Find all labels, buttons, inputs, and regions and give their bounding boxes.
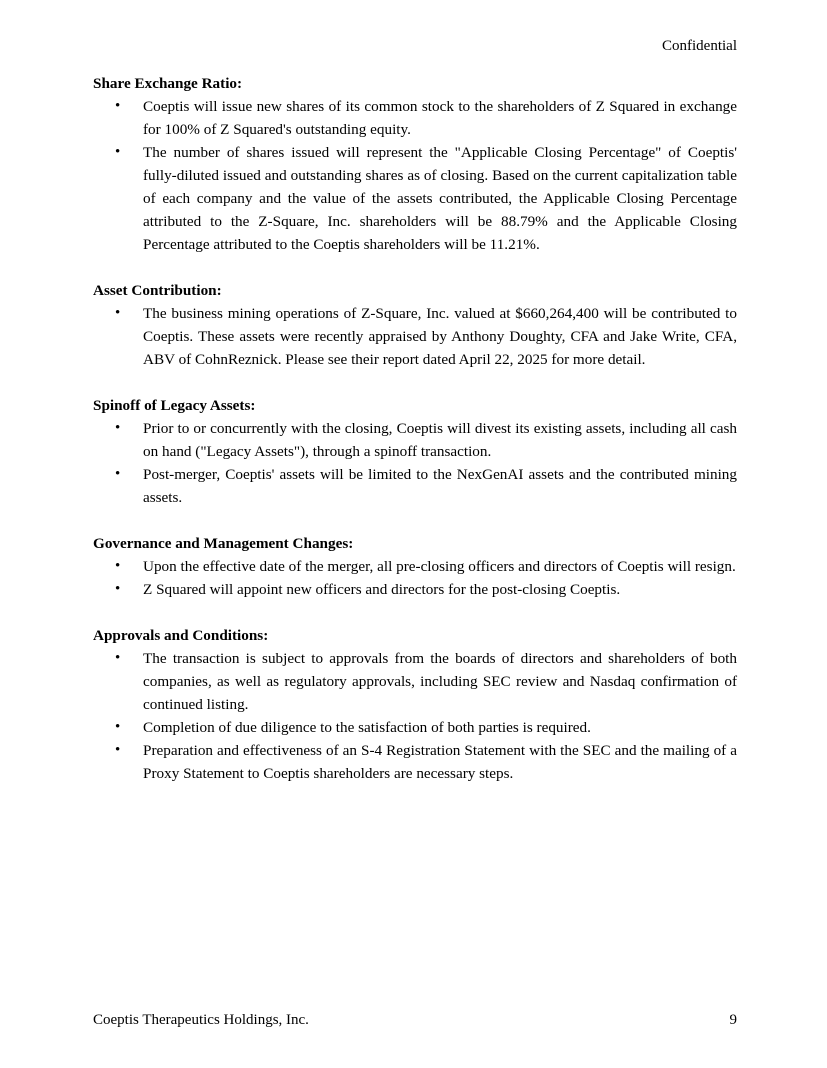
- bullet-list: [93, 95, 737, 256]
- list-item: [93, 95, 737, 141]
- list-item: [93, 141, 737, 256]
- section-heading: Spinoff of Legacy Assets:: [93, 397, 256, 414]
- bullet-icon: •: [115, 742, 121, 758]
- list-item: [93, 302, 737, 371]
- section-spinoff-legacy-assets: [93, 394, 737, 509]
- list-item-text: Upon the effective date of the merger, all pre-closing officers and directors of Coeptis will resign.: [143, 558, 736, 575]
- bullet-icon: •: [115, 558, 121, 574]
- list-item-text: The business mining operations of Z-Square, Inc. valued at $660,264,400 will be contributed to Coeptis. These assets were recently appraised by Anthony Doughty, CFA and Jake Write, CFA, ABV of CohnReznick. Please see their report dated April 22, 2025 for more detail.: [143, 305, 737, 368]
- list-item: [93, 417, 737, 463]
- list-item-text: Prior to or concurrently with the closing, Coeptis will divest its existing assets, including all cash on hand ("Legacy Assets"), through a spinoff transaction.: [143, 420, 737, 460]
- bullet-icon: •: [115, 305, 121, 321]
- list-item-text: Preparation and effectiveness of an S-4 Registration Statement with the SEC and the mailing of a Proxy Statement to Coeptis shareholders are necessary steps.: [143, 742, 737, 782]
- list-item-text: Z Squared will appoint new officers and directors for the post-closing Coeptis.: [143, 581, 621, 598]
- bullet-icon: •: [115, 581, 121, 597]
- section-share-exchange-ratio: [93, 72, 737, 256]
- list-item-text: Completion of due diligence to the satisfaction of both parties is required.: [143, 719, 591, 736]
- section-heading: Asset Contribution:: [93, 282, 222, 299]
- list-item-text: Post-merger, Coeptis' assets will be limited to the NexGenAI assets and the contributed mining assets.: [143, 466, 737, 506]
- section-governance-management: [93, 532, 737, 601]
- footer-company-name: Coeptis Therapeutics Holdings, Inc.: [93, 1012, 309, 1028]
- list-item: [93, 463, 737, 509]
- list-item: [93, 647, 737, 716]
- bullet-list: [93, 647, 737, 785]
- bullet-icon: •: [115, 98, 121, 114]
- bullet-icon: •: [115, 144, 121, 160]
- list-item: [93, 555, 737, 578]
- bullet-icon: •: [115, 650, 121, 666]
- bullet-icon: •: [115, 466, 121, 482]
- list-item-text: The transaction is subject to approvals from the boards of directors and shareholders of both companies, as well as regulatory approvals, including SEC review and Nasdaq confirmation of continued listing.: [143, 650, 737, 713]
- document-body: [93, 72, 737, 808]
- page-number: 9: [729, 1012, 737, 1028]
- section-heading: Share Exchange Ratio:: [93, 75, 243, 92]
- section-heading: Governance and Management Changes:: [93, 535, 354, 552]
- section-heading: Approvals and Conditions:: [93, 627, 269, 644]
- bullet-list: [93, 555, 737, 601]
- bullet-list: [93, 417, 737, 509]
- bullet-icon: •: [115, 420, 121, 436]
- section-approvals-conditions: [93, 624, 737, 785]
- list-item-text: Coeptis will issue new shares of its common stock to the shareholders of Z Squared in exchange for 100% of Z Squared's outstanding equity.: [143, 98, 737, 138]
- bullet-list: [93, 302, 737, 371]
- section-asset-contribution: [93, 279, 737, 371]
- list-item: [93, 716, 737, 739]
- list-item-text: The number of shares issued will represent the "Applicable Closing Percentage" of Coeptis' fully-diluted issued and outstanding shares as of closing. Based on the current capitalization table of each company and the value of the assets contributed, the Applicable Closing Percentage attributed to the Z-Square, Inc. shareholders will be 88.79% and the Applicable Closing Percentage attributed to the Coeptis shareholders will be 11.21%.: [143, 144, 737, 253]
- list-item: [93, 578, 737, 601]
- bullet-icon: •: [115, 719, 121, 735]
- confidential-label: Confidential: [662, 38, 737, 54]
- list-item: [93, 739, 737, 785]
